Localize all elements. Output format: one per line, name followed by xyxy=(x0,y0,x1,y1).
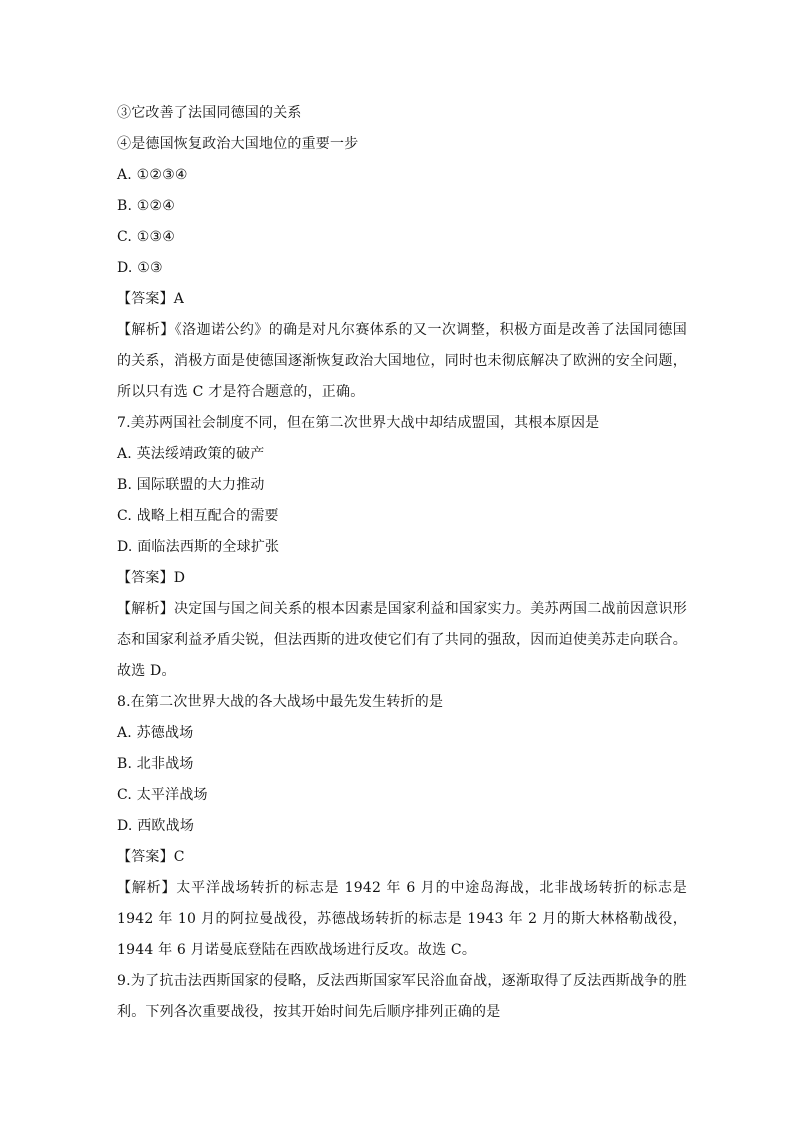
q7-answer: 【答案】D xyxy=(117,570,186,586)
q8-option-c: C. 太平洋战场 xyxy=(117,787,208,803)
q7-analysis: 【解析】决定国与国之间关系的根本因素是国家利益和国家实力。美苏两国二战前因意识形态和国家利益矛盾尖锐，但法西斯的进攻使它们有了共同的强敌，因而迫使美苏走向联合。故选 D。 xyxy=(117,601,687,679)
document-page xyxy=(117,98,687,1028)
q6-option-b: B. ①②④ xyxy=(117,198,176,214)
q6-option-d: D. ①③ xyxy=(117,260,163,276)
q8-answer: 【答案】C xyxy=(117,849,185,865)
q8-analysis: 【解析】太平洋战场转折的标志是 1942 年 6 月的中途岛海战，北非战场转折的标志是 1942 年 10 月的阿拉曼战役，苏德战场转折的标志是 1943 年 2 月的斯大林格勒战役，1944 年 6 月诺曼底登陆在西欧战场进行反攻。故选 C。 xyxy=(117,880,687,958)
q6-analysis: 【解析】《洛迦诺公约》的确是对凡尔赛体系的又一次调整，积极方面是改善了法国同德国的关系，消极方面是使德国逐渐恢复政治大国地位，同时也未彻底解决了欧洲的安全问题，所以只有选 C 才是符合题意的，正确。 xyxy=(117,322,687,400)
q7-stem: 7.美苏两国社会制度不同，但在第二次世界大战中却结成盟国，其根本原因是 xyxy=(117,415,600,431)
q9-stem: 9.为了抗击法西斯国家的侵略，反法西斯国家军民浴血奋战，逐渐取得了反法西斯战争的胜利。下列各次重要战役，按其开始时间先后顺序排列正确的是 xyxy=(117,973,687,1020)
q7-option-b: B. 国际联盟的大力推动 xyxy=(117,477,265,493)
q8-stem: 8.在第二次世界大战的各大战场中最先发生转折的是 xyxy=(117,694,444,710)
statement-3: ③它改善了法国同德国的关系 xyxy=(117,105,302,121)
q7-option-a: A. 英法绥靖政策的破产 xyxy=(117,446,265,462)
q8-option-d: D. 西欧战场 xyxy=(117,818,195,834)
q6-answer: 【答案】A xyxy=(117,291,185,307)
q6-option-c: C. ①③④ xyxy=(117,229,175,245)
q8-option-a: A. 苏德战场 xyxy=(117,725,194,741)
q7-option-c: C. 战略上相互配合的需要 xyxy=(117,508,279,524)
statement-4: ④是德国恢复政治大国地位的重要一步 xyxy=(117,136,359,152)
q6-option-a: A. ①②③④ xyxy=(117,167,188,183)
q7-option-d: D. 面临法西斯的全球扩张 xyxy=(117,539,280,555)
q8-option-b: B. 北非战场 xyxy=(117,756,194,772)
